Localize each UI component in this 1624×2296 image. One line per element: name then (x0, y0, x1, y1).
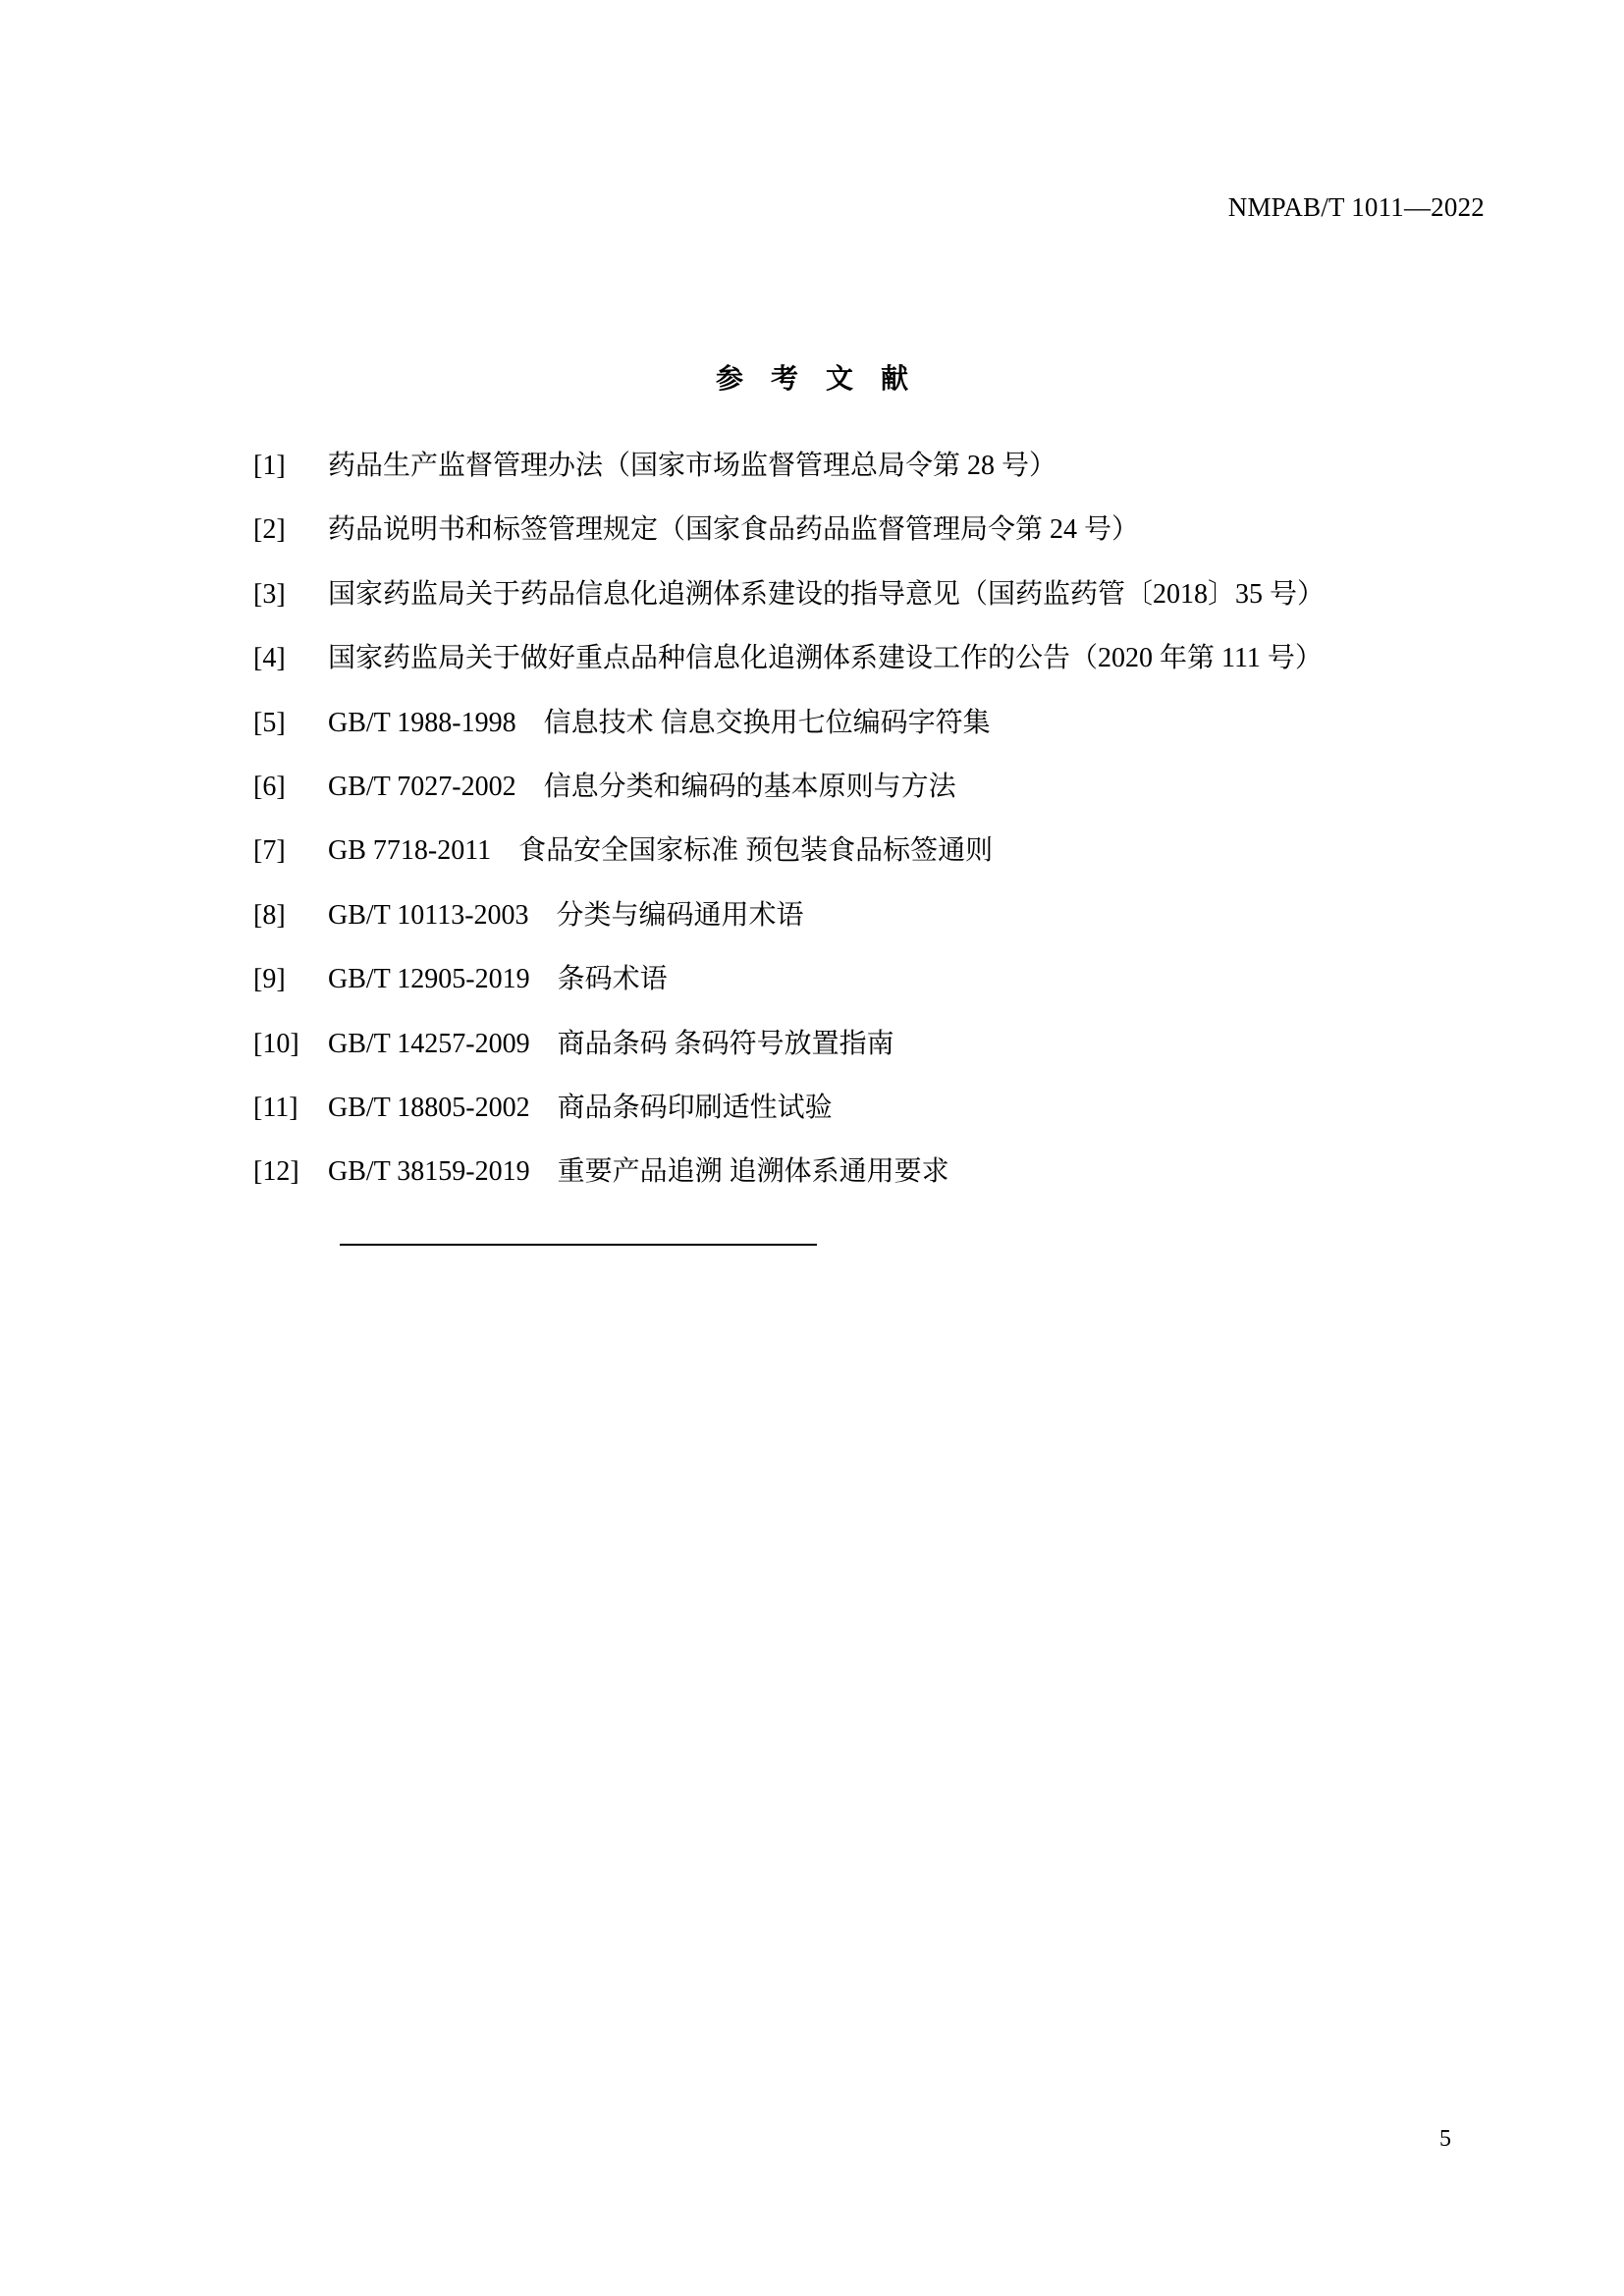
reference-text: 药品生产监督管理办法（国家市场监督管理总局令第 28 号） (328, 451, 1057, 481)
reference-text: GB/T 14257-2009 商品条码 条码符号放置指南 (328, 1028, 894, 1059)
reference-item (253, 639, 1325, 703)
reference-item (253, 768, 1325, 831)
reference-text: 国家药监局关于药品信息化追溯体系建设的指导意见（国药监药管〔2018〕35 号） (328, 578, 1326, 610)
reference-text: GB/T 7027-2002 信息分类和编码的基本原则与方法 (328, 771, 956, 802)
reference-index: [12] (253, 1156, 299, 1188)
reference-item (253, 1025, 1325, 1089)
reference-item (253, 896, 1325, 960)
document-code: NMPAB/T 1011—2022 (1227, 192, 1485, 222)
reference-item (253, 575, 1325, 639)
reference-item (253, 510, 1325, 574)
reference-text: GB/T 12905-2019 条码术语 (328, 964, 668, 995)
reference-item (253, 960, 1325, 1024)
reference-text: GB/T 10113-2003 分类与编码通用术语 (328, 899, 804, 931)
reference-index: [11] (253, 1092, 298, 1123)
end-of-list-rule (340, 1244, 817, 1246)
reference-text: 药品说明书和标签管理规定（国家食品药品监督管理局令第 24 号） (328, 514, 1140, 546)
reference-item (253, 447, 1325, 510)
reference-index: [6] (253, 771, 286, 802)
reference-text: GB/T 18805-2002 商品条码印刷适性试验 (328, 1092, 833, 1123)
page-number: 5 (1439, 2126, 1451, 2152)
reference-item (253, 704, 1325, 768)
reference-item (253, 1089, 1325, 1152)
section-title-references: 参考文献 (715, 362, 936, 395)
reference-index: [9] (253, 964, 286, 995)
reference-index: [8] (253, 899, 286, 931)
reference-text: 国家药监局关于做好重点品种信息化追溯体系建设工作的公告（2020 年第 111 号） (328, 643, 1323, 674)
reference-index: [3] (253, 578, 286, 610)
reference-index: [5] (253, 707, 286, 738)
reference-text: GB/T 1988-1998 信息技术 信息交换用七位编码字符集 (328, 707, 991, 738)
reference-index: [2] (253, 514, 286, 546)
reference-text: GB/T 38159-2019 重要产品追溯 追溯体系通用要求 (328, 1156, 949, 1188)
reference-index: [7] (253, 835, 286, 867)
reference-index: [4] (253, 643, 286, 674)
reference-text: GB 7718-2011 食品安全国家标准 预包装食品标签通则 (328, 835, 994, 867)
reference-item (253, 831, 1325, 895)
reference-index: [1] (253, 451, 286, 481)
reference-list (253, 447, 1325, 1217)
reference-index: [10] (253, 1028, 299, 1059)
reference-item (253, 1152, 1325, 1216)
